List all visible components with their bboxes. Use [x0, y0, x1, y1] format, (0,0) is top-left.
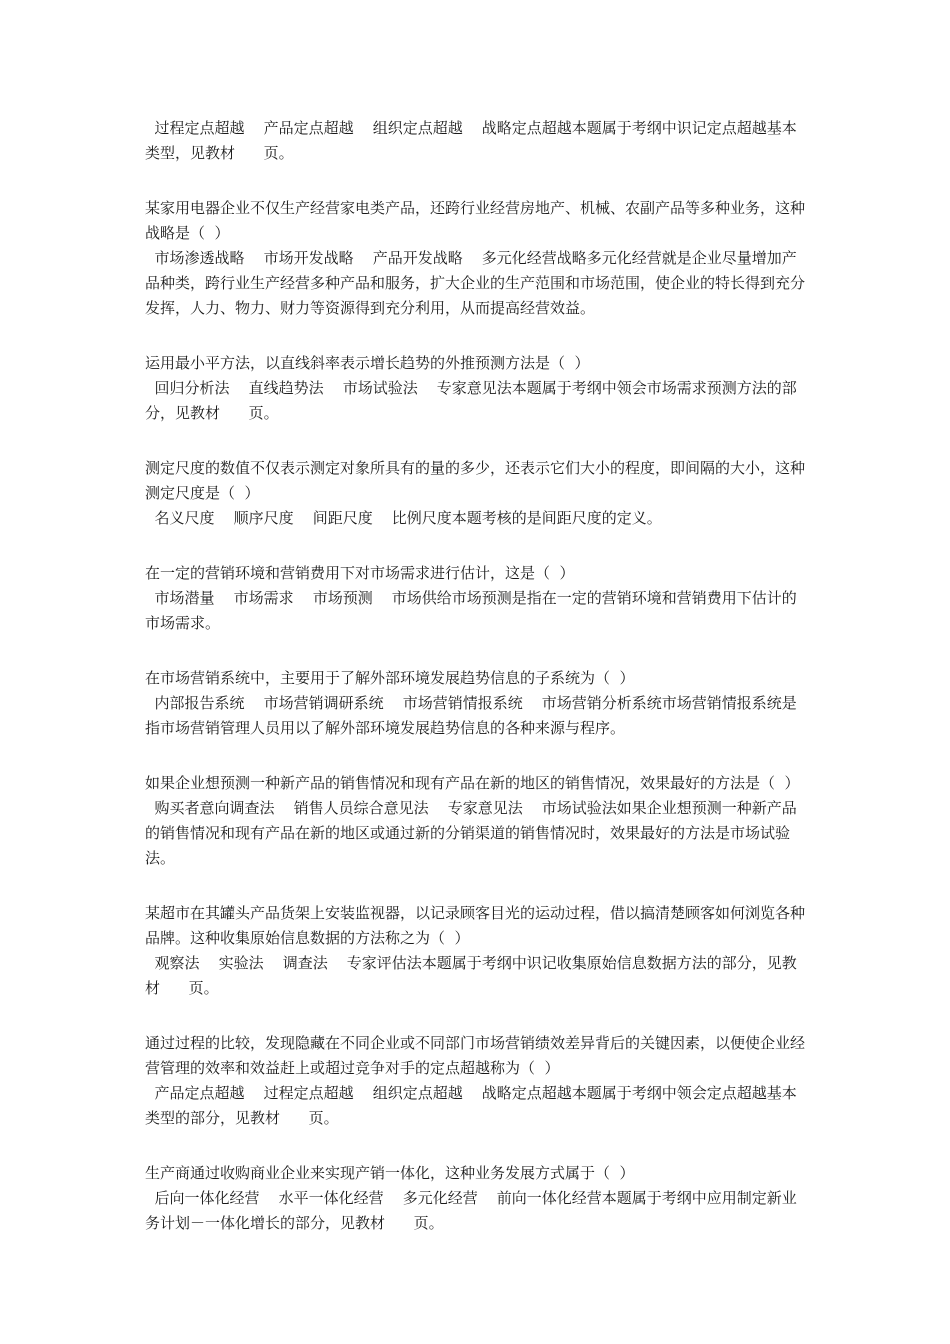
- answer-text: 内部报告系统 市场营销调研系统 市场营销情报系统 市场营销分析系统市场营销情报系统是指市场营销管理人员用以了解外部环境发展趋势信息的各种来源与程序。: [145, 694, 797, 737]
- question-text: 通过过程的比较，发现隐藏在不同企业或不同部门市场营销绩效差异背后的关键因素，以便使企业经营管理的效率和效益赶上或超过竞争对手的定点超越称为（ ）: [145, 1034, 806, 1077]
- answer-text: 市场潜量 市场需求 市场预测 市场供给市场预测是指在一定的营销环境和营销费用下估计的市场需求。: [145, 589, 797, 632]
- answer-text: 购买者意向调查法 销售人员综合意见法 专家意见法 市场试验法如果企业想预测一种新产品的销售情况和现有产品在新的地区或通过新的分销渠道的销售情况时，效果最好的方法是市场试验法。: [145, 799, 797, 867]
- answer-text: 回归分析法 直线趋势法 市场试验法 专家意见法本题属于考纲中领会市场需求预测方法的部分，见教材 页。: [145, 379, 797, 422]
- answer-text: 观察法 实验法 调查法 专家评估法本题属于考纲中识记收集原始信息数据方法的部分，见教材 页。: [145, 954, 797, 997]
- question-block: [145, 116, 810, 166]
- question-text: 运用最小平方法，以直线斜率表示增长趋势的外推预测方法是（ ）: [145, 354, 590, 372]
- question-block: [145, 1161, 810, 1236]
- question-text: 某家用电器企业不仅生产经营家电类产品，还跨行业经营房地产、机械、农副产品等多种业务，这种战略是（ ）: [145, 199, 806, 242]
- document-body: [145, 116, 810, 1266]
- answer-text: 市场渗透战略 市场开发战略 产品开发战略 多元化经营战略多元化经营就是企业尽量增加产品种类，跨行业生产经营多种产品和服务，扩大企业的生产范围和市场范围，使企业的特长得到充分发挥，人力、物力、财力等资源得到充分利用，从而提高经营效益。: [145, 249, 806, 317]
- question-block: [145, 456, 810, 531]
- question-block: [145, 771, 810, 871]
- question-text: 在市场营销系统中，主要用于了解外部环境发展趋势信息的子系统为（ ）: [145, 669, 635, 687]
- answer-text: 后向一体化经营 水平一体化经营 多元化经营 前向一体化经营本题属于考纲中应用制定新业务计划－一体化增长的部分，见教材 页。: [145, 1189, 797, 1232]
- question-text: 测定尺度的数值不仅表示测定对象所具有的量的多少，还表示它们大小的程度，即间隔的大小，这种测定尺度是（ ）: [145, 459, 806, 502]
- answer-text: 过程定点超越 产品定点超越 组织定点超越 战略定点超越本题属于考纲中识记定点超越基本类型，见教材 页。: [145, 119, 797, 162]
- question-block: [145, 351, 810, 426]
- question-block: [145, 1031, 810, 1131]
- question-block: [145, 666, 810, 741]
- question-text: 在一定的营销环境和营销费用下对市场需求进行估计，这是（ ）: [145, 564, 575, 582]
- question-block: [145, 901, 810, 1001]
- question-block: [145, 561, 810, 636]
- question-text: 如果企业想预测一种新产品的销售情况和现有产品在新的地区的销售情况，效果最好的方法是（ ）: [145, 774, 800, 792]
- question-text: 某超市在其罐头产品货架上安装监视器，以记录顾客目光的运动过程，借以搞清楚顾客如何浏览各种品牌。这种收集原始信息数据的方法称之为（ ）: [145, 904, 806, 947]
- answer-text: 名义尺度 顺序尺度 间距尺度 比例尺度本题考核的是间距尺度的定义。: [145, 509, 662, 527]
- answer-text: 产品定点超越 过程定点超越 组织定点超越 战略定点超越本题属于考纲中领会定点超越基本类型的部分，见教材 页。: [145, 1084, 797, 1127]
- question-text: 生产商通过收购商业企业来实现产销一体化，这种业务发展方式属于（ ）: [145, 1164, 635, 1182]
- question-block: [145, 196, 810, 321]
